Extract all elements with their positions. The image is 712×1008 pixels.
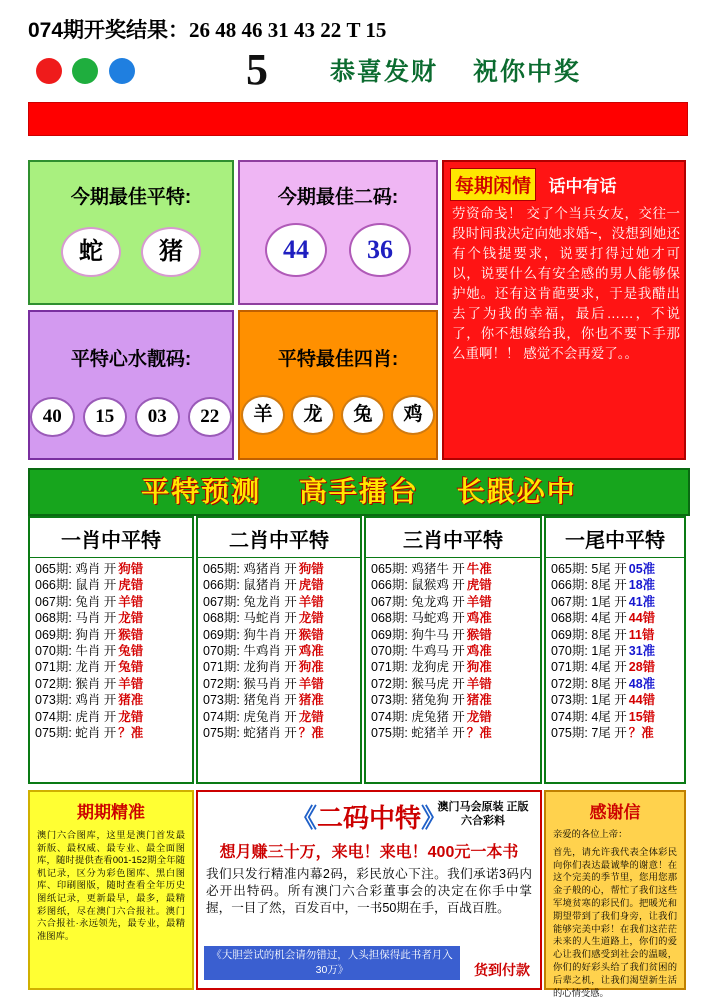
greeting-text	[330, 52, 680, 88]
news-tag: 每期闲情	[450, 168, 536, 201]
prediction-row	[203, 561, 355, 577]
prediction-row	[203, 594, 355, 610]
row-result: 猪准	[466, 693, 492, 708]
news-panel	[442, 160, 686, 460]
best-two-code-item: 44	[265, 223, 327, 277]
row-prediction: 兔肖 开	[71, 594, 117, 609]
row-result: 羊错	[466, 594, 492, 609]
cash-on-delivery-label: 货到付款	[474, 962, 530, 978]
row-prediction: 马蛇鸡 开	[407, 611, 465, 626]
row-prediction: 狗牛肖 开	[239, 627, 297, 642]
prediction-row	[371, 725, 535, 741]
row-issue: 065期:	[203, 562, 240, 576]
row-prediction: 4尾 开	[587, 660, 627, 675]
row-issue: 074期:	[35, 709, 72, 724]
row-result: 猴错	[118, 627, 144, 642]
row-result: 猪准	[298, 693, 324, 708]
row-prediction: 5尾 开	[587, 562, 627, 576]
prediction-row	[203, 692, 355, 708]
row-prediction: 1尾 开	[587, 594, 627, 609]
best-pingte-title: 今期最佳平特:	[70, 187, 192, 208]
best-two-codes-title: 今期最佳二码:	[277, 187, 399, 208]
greeting-1: 恭喜发财	[330, 58, 439, 86]
prediction-row	[551, 627, 679, 643]
draw-result-label: 074期开奖结果：	[28, 19, 190, 42]
draw-result-header	[28, 14, 688, 40]
row-issue: 072期:	[203, 676, 240, 691]
row-result: 鸡准	[466, 611, 492, 626]
water-number-item: 15	[83, 397, 128, 437]
row-result: 鸡准	[466, 644, 492, 659]
banner-text-3: 长跟必中	[456, 476, 577, 507]
bottom-left-body: 澳门六合图库，这里是澳门首发最新版、最权威、最专业、最全面图库，随时提供查看001-152期全年随机记录，区分为彩色图库、黑白图库、印刷图版，随时查看全年历史图纸记录，更新最早，最多，最精彩图纸，尽在澳门六合报社。澳门六合报社·永远领先，最专业，最精准图库。	[37, 830, 185, 941]
row-result: 虎错	[118, 578, 144, 593]
row-prediction: 龙肖 开	[71, 660, 117, 675]
row-prediction: 虎兔猪 开	[407, 709, 465, 724]
row-issue: 065期:	[35, 562, 72, 576]
row-result: 羊错	[466, 676, 492, 691]
chevron-right-icon: 》	[421, 803, 448, 833]
prediction-row	[551, 561, 679, 577]
row-result: 龙错	[466, 709, 492, 724]
prediction-row	[371, 676, 535, 692]
row-result: 狗准	[298, 660, 324, 675]
prediction-row	[371, 692, 535, 708]
blue-ball-icon	[109, 58, 135, 84]
prediction-row	[35, 577, 187, 593]
best-four-zodiac-item: 龙	[291, 395, 335, 435]
row-result: 狗错	[118, 562, 144, 576]
best-four-zodiac-item: 兔	[341, 395, 385, 435]
column-rows	[198, 558, 360, 741]
row-prediction: 4尾 开	[587, 709, 627, 724]
row-issue: 069期:	[551, 627, 588, 642]
water-numbers-box	[28, 310, 234, 460]
prediction-row	[35, 610, 187, 626]
row-prediction: 猪兔狗 开	[407, 693, 465, 708]
row-issue: 066期:	[551, 578, 588, 593]
prediction-banner	[28, 468, 690, 516]
row-issue: 071期:	[551, 660, 588, 675]
prediction-row	[35, 643, 187, 659]
row-result: 羊错	[298, 594, 324, 609]
banner-text-2: 高手擂台	[298, 476, 419, 507]
row-prediction: 虎兔肖 开	[239, 709, 297, 724]
prediction-row	[203, 643, 355, 659]
row-result: 龙错	[298, 709, 324, 724]
prediction-row	[371, 610, 535, 626]
bottom-right-title: 感谢信	[589, 803, 641, 822]
row-prediction: 牛鸡肖 开	[239, 644, 297, 659]
news-subtitle: 话中有话	[548, 177, 617, 196]
column-heading: 三肖中平特	[366, 518, 540, 558]
row-issue: 070期:	[551, 644, 588, 659]
column-heading: 一肖中平特	[30, 518, 192, 558]
bottom-center-title-text: 二码中特	[316, 803, 421, 833]
row-result: 15错	[628, 709, 656, 724]
row-prediction: 龙狗肖 开	[239, 660, 297, 675]
prediction-row	[35, 692, 187, 708]
row-prediction: 鼠肖 开	[71, 578, 117, 593]
row-issue: 072期:	[551, 676, 588, 691]
row-prediction: 兔龙鸡 开	[407, 594, 465, 609]
row-result: 44错	[628, 611, 656, 626]
row-result: 猴错	[466, 627, 492, 642]
bottom-center-footer: 《大胆尝试的机会请勿错过，人头担保得此书者月入30万》	[204, 946, 460, 980]
prediction-row	[551, 643, 679, 659]
row-result: 兔错	[118, 644, 144, 659]
prediction-row	[371, 709, 535, 725]
prediction-row	[371, 643, 535, 659]
red-ball-icon	[36, 58, 62, 84]
row-prediction: 鸡肖 开	[71, 562, 117, 576]
row-issue: 070期:	[203, 644, 240, 659]
bottom-center-tagline: 想月赚三十万，来电！来电！400元一本书	[219, 844, 519, 861]
row-issue: 066期:	[203, 578, 240, 593]
row-result: ？准	[118, 726, 144, 741]
row-prediction: 蛇肖 开	[71, 726, 117, 741]
row-prediction: 狗牛马 开	[407, 627, 465, 642]
row-issue: 075期:	[371, 726, 408, 741]
prediction-row	[203, 659, 355, 675]
best-pingte-item: 猪	[141, 227, 201, 277]
row-prediction: 7尾 开	[587, 726, 627, 741]
greeting-2: 祝你中奖	[472, 58, 581, 86]
prediction-row	[35, 725, 187, 741]
best-two-code-item: 36	[349, 223, 411, 277]
row-result: 31准	[628, 644, 656, 659]
row-issue: 068期:	[35, 611, 72, 626]
best-pingte-values	[30, 227, 232, 277]
column-rows	[546, 558, 684, 741]
bottom-right-body: 首先，请允许我代表全体彩民向你们表达最诚挚的谢意！在这个完美的季节里，您用您那金子般的心，帮忙了我们这些军境贫寒的彩民们。把暖光和期望带到了我们身旁，让我们能够完美中彩！在我们这茫茫未来的人生道路上，你们的爱心让我们感受到社会的温暖，你们的好彩头给了我们贫困的后辈之机，让我们渴望新生活的心情受感。	[553, 846, 677, 998]
row-result: 龙错	[298, 611, 324, 626]
row-issue: 075期:	[551, 726, 588, 741]
prediction-row	[203, 610, 355, 626]
bottom-right-panel	[544, 790, 686, 998]
row-issue: 075期:	[203, 726, 240, 741]
row-prediction: 鸡肖 开	[71, 693, 117, 708]
row-issue: 074期:	[203, 709, 240, 724]
prediction-row	[35, 709, 187, 725]
row-issue: 073期:	[551, 693, 588, 708]
row-issue: 066期:	[371, 578, 408, 593]
prediction-row	[35, 659, 187, 675]
prediction-row	[371, 594, 535, 610]
column-rows	[30, 558, 192, 741]
water-numbers-values	[30, 397, 232, 437]
row-issue: 073期:	[35, 693, 72, 708]
row-result: 羊错	[118, 676, 144, 691]
prediction-row	[551, 659, 679, 675]
best-four-zodiac-box	[238, 310, 438, 460]
row-prediction: 猴马虎 开	[407, 676, 465, 691]
prediction-row	[551, 676, 679, 692]
row-prediction: 牛鸡马 开	[407, 644, 465, 659]
prediction-row	[551, 610, 679, 626]
red-divider-bar	[28, 102, 688, 136]
row-prediction: 鼠猪肖 开	[239, 578, 297, 593]
row-prediction: 兔龙肖 开	[239, 594, 297, 609]
row-issue: 071期:	[35, 660, 72, 675]
prediction-row	[35, 594, 187, 610]
best-two-codes-box	[238, 160, 438, 305]
bottom-right-greeting: 亲爱的各位上帝：	[553, 829, 628, 839]
row-prediction: 狗肖 开	[71, 627, 117, 642]
best-four-zodiac-item: 羊	[241, 395, 285, 435]
green-ball-icon	[72, 58, 98, 84]
row-prediction: 蛇猪羊 开	[407, 726, 465, 741]
prediction-row	[35, 627, 187, 643]
row-issue: 073期:	[203, 693, 240, 708]
news-header	[450, 168, 682, 198]
row-result: ？准	[298, 726, 324, 741]
row-issue: 069期:	[371, 627, 408, 642]
prediction-row	[551, 709, 679, 725]
prediction-banner-text	[30, 470, 688, 514]
best-two-codes-values	[240, 223, 436, 277]
best-pingte-box	[28, 160, 234, 305]
row-prediction: 鼠猴鸡 开	[407, 578, 465, 593]
row-issue: 065期:	[551, 562, 588, 576]
prediction-row	[35, 561, 187, 577]
row-result: 狗错	[298, 562, 324, 576]
row-result: 41准	[628, 594, 656, 609]
row-issue: 067期:	[35, 594, 72, 609]
water-number-item: 22	[188, 397, 233, 437]
row-issue: 072期:	[35, 676, 72, 691]
chevron-left-icon: 《	[290, 803, 317, 833]
row-result: 猴错	[298, 627, 324, 642]
row-result: 44错	[628, 693, 656, 708]
row-result: ？准	[466, 726, 492, 741]
water-numbers-title: 平特心水靓码:	[70, 349, 192, 370]
row-prediction: 1尾 开	[587, 644, 627, 659]
row-prediction: 龙狗虎 开	[407, 660, 465, 675]
row-issue: 070期:	[35, 644, 72, 659]
row-prediction: 鸡猪牛 开	[407, 562, 465, 576]
prediction-row	[551, 725, 679, 741]
row-issue: 069期:	[203, 627, 240, 642]
row-prediction: 8尾 开	[587, 676, 627, 691]
row-issue: 071期:	[371, 660, 408, 675]
row-issue: 073期:	[371, 693, 408, 708]
row-result: 05准	[628, 562, 656, 576]
row-issue: 065期:	[371, 562, 408, 576]
water-number-item: 03	[135, 397, 180, 437]
row-issue: 074期:	[371, 709, 408, 724]
row-prediction: 8尾 开	[587, 627, 627, 642]
row-issue: 071期:	[203, 660, 240, 675]
best-pingte-item: 蛇	[61, 227, 121, 277]
row-result: 11错	[628, 627, 655, 642]
row-prediction: 8尾 开	[587, 578, 627, 593]
column-heading: 一尾中平特	[546, 518, 684, 558]
prediction-row	[203, 725, 355, 741]
row-prediction: 蛇猪肖 开	[239, 726, 297, 741]
column-one-zodiac	[28, 516, 194, 784]
row-issue: 067期:	[371, 594, 408, 609]
row-issue: 066期:	[35, 578, 72, 593]
row-prediction: 1尾 开	[587, 693, 627, 708]
prediction-row	[203, 709, 355, 725]
row-result: 兔错	[118, 660, 144, 675]
row-prediction: 虎肖 开	[71, 709, 117, 724]
row-issue: 070期:	[371, 644, 408, 659]
row-prediction: 马肖 开	[71, 611, 117, 626]
row-prediction: 猪兔肖 开	[239, 693, 297, 708]
best-four-zodiac-title: 平特最佳四肖:	[277, 349, 399, 370]
bottom-center-panel	[196, 790, 542, 990]
bottom-left-title: 期期精准	[77, 803, 145, 822]
row-result: 48准	[628, 676, 656, 691]
best-four-zodiac-item: 鸡	[391, 395, 435, 435]
row-prediction: 鸡猪肖 开	[239, 562, 297, 576]
prediction-row	[371, 577, 535, 593]
big-number: 5	[246, 45, 268, 94]
column-one-tail	[544, 516, 686, 784]
row-result: 猪准	[118, 693, 144, 708]
row-issue: 067期:	[551, 594, 588, 609]
row-result: ？准	[628, 726, 654, 741]
prediction-row	[551, 594, 679, 610]
column-rows	[366, 558, 540, 741]
row-prediction: 马蛇肖 开	[239, 611, 297, 626]
row-result: 28错	[628, 660, 656, 675]
row-issue: 068期:	[203, 611, 240, 626]
row-issue: 072期:	[371, 676, 408, 691]
row-result: 鸡准	[298, 644, 324, 659]
prediction-row	[35, 676, 187, 692]
row-prediction: 猴马肖 开	[239, 676, 297, 691]
bottom-center-subtitle: 澳门马会原装 正版六合彩料	[437, 801, 529, 827]
row-result: 羊错	[118, 594, 144, 609]
row-result: 狗准	[466, 660, 492, 675]
row-issue: 075期:	[35, 726, 72, 741]
prediction-row	[371, 627, 535, 643]
row-result: 牛准	[466, 562, 492, 576]
row-issue: 067期:	[203, 594, 240, 609]
prediction-row	[203, 577, 355, 593]
ball-decoration	[36, 58, 156, 86]
row-prediction: 4尾 开	[587, 611, 627, 626]
prediction-row	[551, 692, 679, 708]
prediction-row	[203, 676, 355, 692]
prediction-row	[203, 627, 355, 643]
banner-text-1: 平特预测	[141, 476, 262, 507]
row-result: 龙错	[118, 709, 144, 724]
bottom-left-panel	[28, 790, 194, 990]
row-prediction: 牛肖 开	[71, 644, 117, 659]
row-result: 虎错	[298, 578, 324, 593]
row-issue: 069期:	[35, 627, 72, 642]
bottom-center-paragraph: 我们只发行精准内幕2码，彩民放心下注。我们承诺3码内必开出特码。所有澳门六合彩董事会的决定在你手中掌握，一目了然，百发百中，一书50期在手，百战百胜。	[206, 867, 532, 915]
column-three-zodiac	[364, 516, 542, 784]
row-issue: 068期:	[371, 611, 408, 626]
row-issue: 068期:	[551, 611, 588, 626]
best-four-zodiac-values	[240, 395, 436, 435]
news-body: 劳资命戋！ 交了个当兵女友，交往一段时间我决定向她求婚~，没想到她还有个钱提要求，说要打得过她才可以，说要什么有安全感的男人能够保护她。还有这肯葩要求，于是我醋出去了为我的幸福，最后……，不说了，你不想嫁给我，你也不要下手那么重啊！！ 感觉不会再爱了。。	[452, 206, 680, 361]
water-number-item: 40	[30, 397, 75, 437]
column-two-zodiac	[196, 516, 362, 784]
row-issue: 074期:	[551, 709, 588, 724]
row-result: 18准	[628, 578, 656, 593]
prediction-row	[371, 659, 535, 675]
row-prediction: 猴肖 开	[71, 676, 117, 691]
row-result: 龙错	[118, 611, 144, 626]
prediction-row	[551, 577, 679, 593]
draw-result-numbers: 26 48 46 31 43 22 T 15	[189, 18, 387, 42]
prediction-row	[371, 561, 535, 577]
row-result: 羊错	[298, 676, 324, 691]
row-result: 虎错	[466, 578, 492, 593]
column-heading: 二肖中平特	[198, 518, 360, 558]
